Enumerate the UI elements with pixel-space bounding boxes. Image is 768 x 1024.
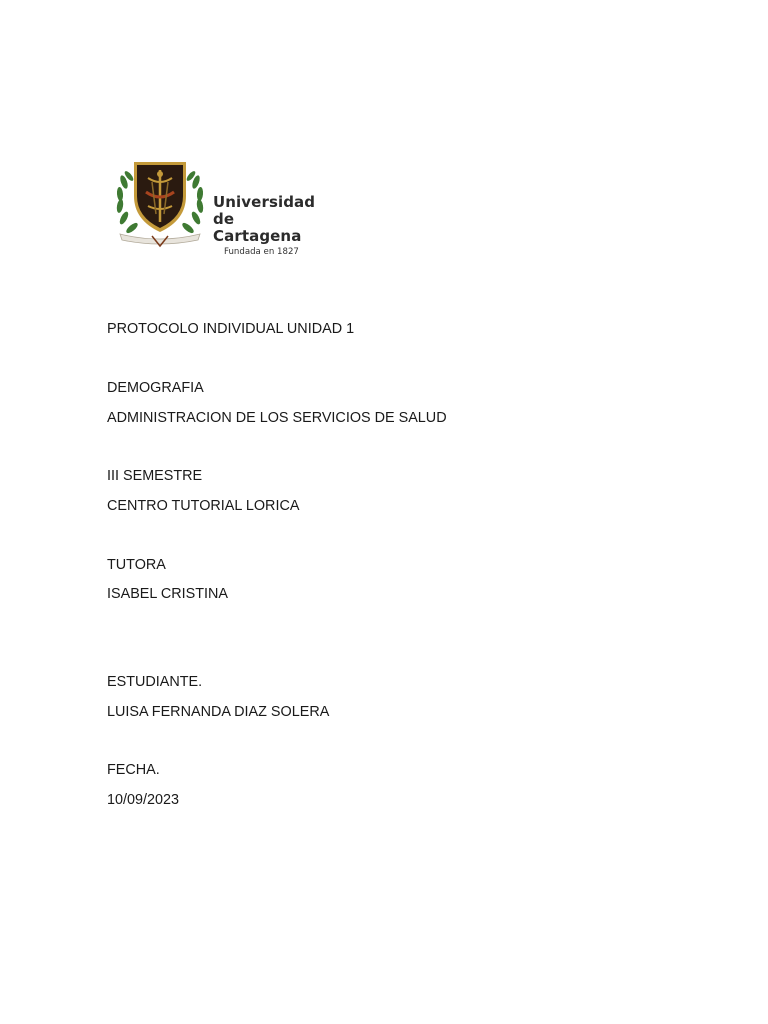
tutor-label: TUTORA <box>107 557 166 573</box>
university-crest-icon <box>112 152 208 248</box>
tutorial-center: CENTRO TUTORIAL LORICA <box>107 498 300 514</box>
student-name: LUISA FERNANDA DIAZ SOLERA <box>107 704 330 720</box>
student-label: ESTUDIANTE. <box>107 674 203 690</box>
logo-name-line1: Universidad <box>213 193 316 211</box>
date-label: FECHA. <box>107 762 160 778</box>
tutor-name: ISABEL CRISTINA <box>107 586 229 602</box>
document-title: PROTOCOLO INDIVIDUAL UNIDAD 1 <box>107 321 355 337</box>
subject-name: DEMOGRAFIA <box>107 380 204 396</box>
logo-name-line2: de Cartagena <box>213 210 302 245</box>
logo-founded: Fundada en 1827 <box>224 247 299 257</box>
program-name: ADMINISTRACION DE LOS SERVICIOS DE SALUD <box>107 410 447 426</box>
semester: III SEMESTRE <box>107 468 203 484</box>
date-value: 10/09/2023 <box>107 792 180 808</box>
university-logo <box>112 152 322 257</box>
